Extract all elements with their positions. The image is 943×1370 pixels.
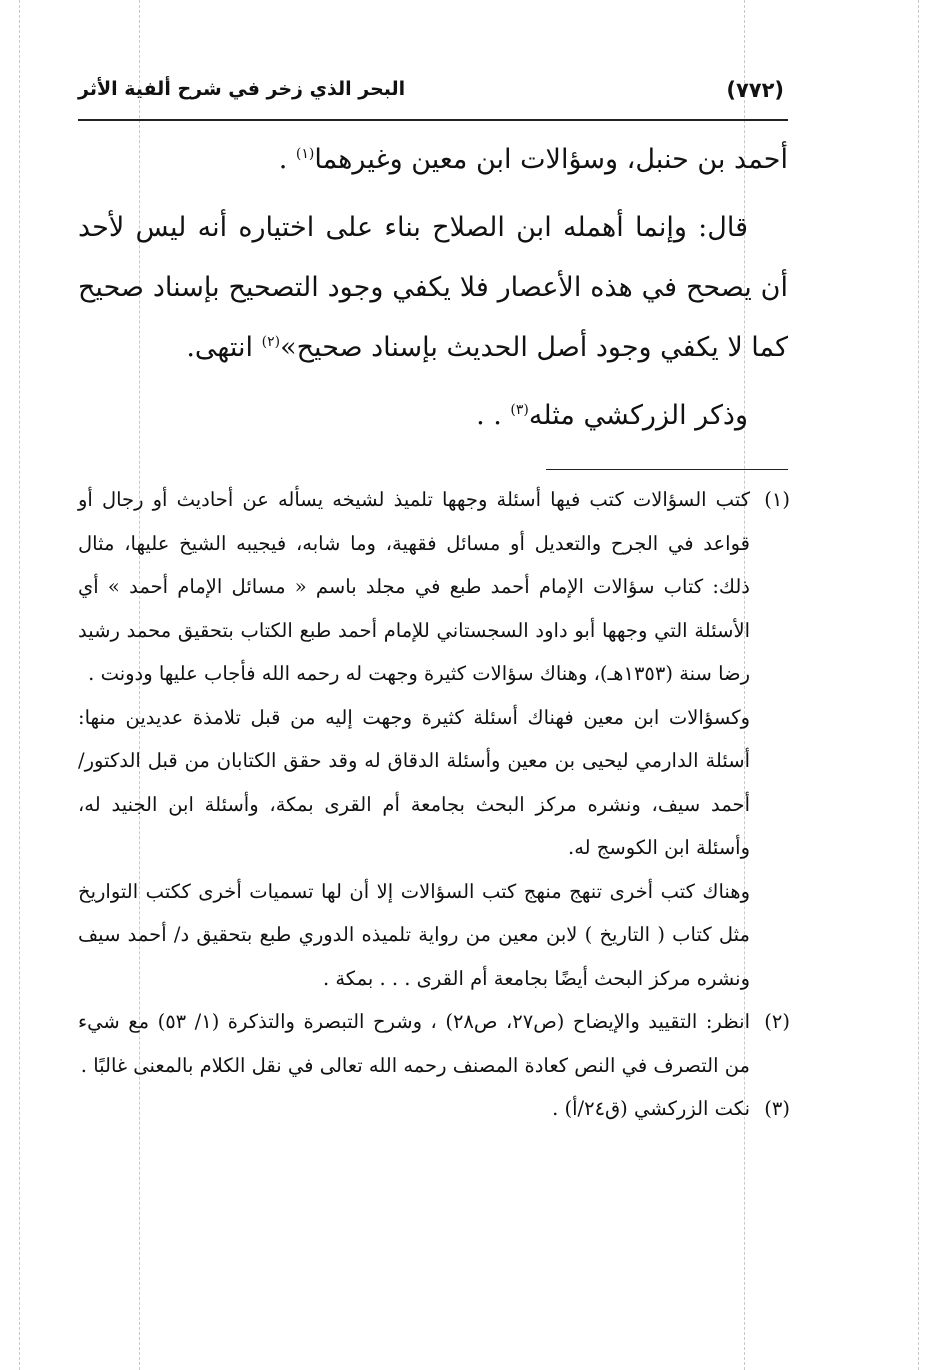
footnote-mark: (٢) [764,1010,790,1033]
body-paragraph-3: وذكر الزركشي مثله$^{(٣)}$ . . [476,400,748,431]
footnote-mark: (١) [764,488,790,511]
footnote-paragraph: كتب السؤالات كتب فيها أسئلة وجهها تلميذ لشيخه يسأله عن أحاديث أو رجال أو قواعد في الجرح والتعديل أو مسائل فقهية، وما شابه، فيجيبه الشيخ عليها، مثال ذلك: كتاب سؤالات الإمام أحمد طبع في مجلد باسم « مسائل الإمام أحمد » أي الأسئلة التي وجهها أبو داود السجستاني للإمام أحمد طبع الكتاب بتحقيق محمد رشيد رضا سنة (١٣٥٣هـ)، وهناك سؤالات كثيرة وجهت له رحمه الله فأجاب عليها ودونت . [78,488,750,685]
footnote-ref-1[interactable]: (١) [295,146,315,162]
footnotes [78,478,790,1131]
main-text [78,130,788,446]
footnote-mark: (٣) [764,1097,790,1120]
footnote-ref-3[interactable]: (٣) [510,402,529,418]
footnote-1 [78,478,790,1000]
footnote-paragraph: وهناك كتب أخرى تنهج منهج كتب السؤالات إلا أن لها تسميات أخرى ككتب التواريخ مثل كتاب ( التاريخ ) لابن معين من رواية تلميذه الدوري طبع بتحقيق د/ أحمد سيف ونشره مركز البحث أيضًا بجامعة أم القرى . . . بمكة . [78,879,750,990]
footnote-paragraph: انظر: التقييد والإيضاح (ص٢٧، ص٢٨) ، وشرح التبصرة والتذكرة (١/ ٥٣) مع شيء من التصرف في النص كعادة المصنف رحمه الله تعالى في نقل الكلام بالمعنى غالبًا . [78,1010,750,1077]
footnote-paragraph: وكسؤالات ابن معين فهناك أسئلة كثيرة وجهت إليه من قبل تلامذة عديدين منها: أسئلة الدارمي ليحيى بن معين وأسئلة الدقاق له وقد حقق الكتابان من قبل الدكتور/ أحمد سيف، ونشره مركز البحث بجامعة أم القرى بمكة، وأسئلة ابن الجنيد له، وأسئلة ابن الكوسج له. [78,705,750,859]
footnote-ref-2[interactable]: (٢) [261,334,281,350]
page-number: (٧٧٢) [726,78,784,102]
body-paragraph-2: قال: وإنما أهمله ابن الصلاح بناء على اختياره أنه ليس لأحد أن يصحح في هذه الأعصار فلا يكفي وجود التصحيح بإسناد صحيح كما لا يكفي وجود أصل الحديث بإسناد صحيح»$^{(٢)}$ انتهى. [78,212,788,363]
running-title: البحر الذي زخر في شرح ألفية الأثر [78,78,406,100]
page-header [78,78,788,114]
footnote-3 [78,1087,790,1131]
scan-guide-line-left [19,0,20,1370]
footnote-2 [78,1000,790,1087]
body-paragraph-1: أحمد بن حنبل، وسؤالات ابن معين وغيرهما$^{(١)}$ . [278,144,788,175]
header-rule [78,119,788,121]
footnote-separator [546,469,788,470]
scan-guide-line-right [918,0,919,1370]
footnote-paragraph: نكت الزركشي (ق٢٤/أ) . [552,1097,750,1120]
